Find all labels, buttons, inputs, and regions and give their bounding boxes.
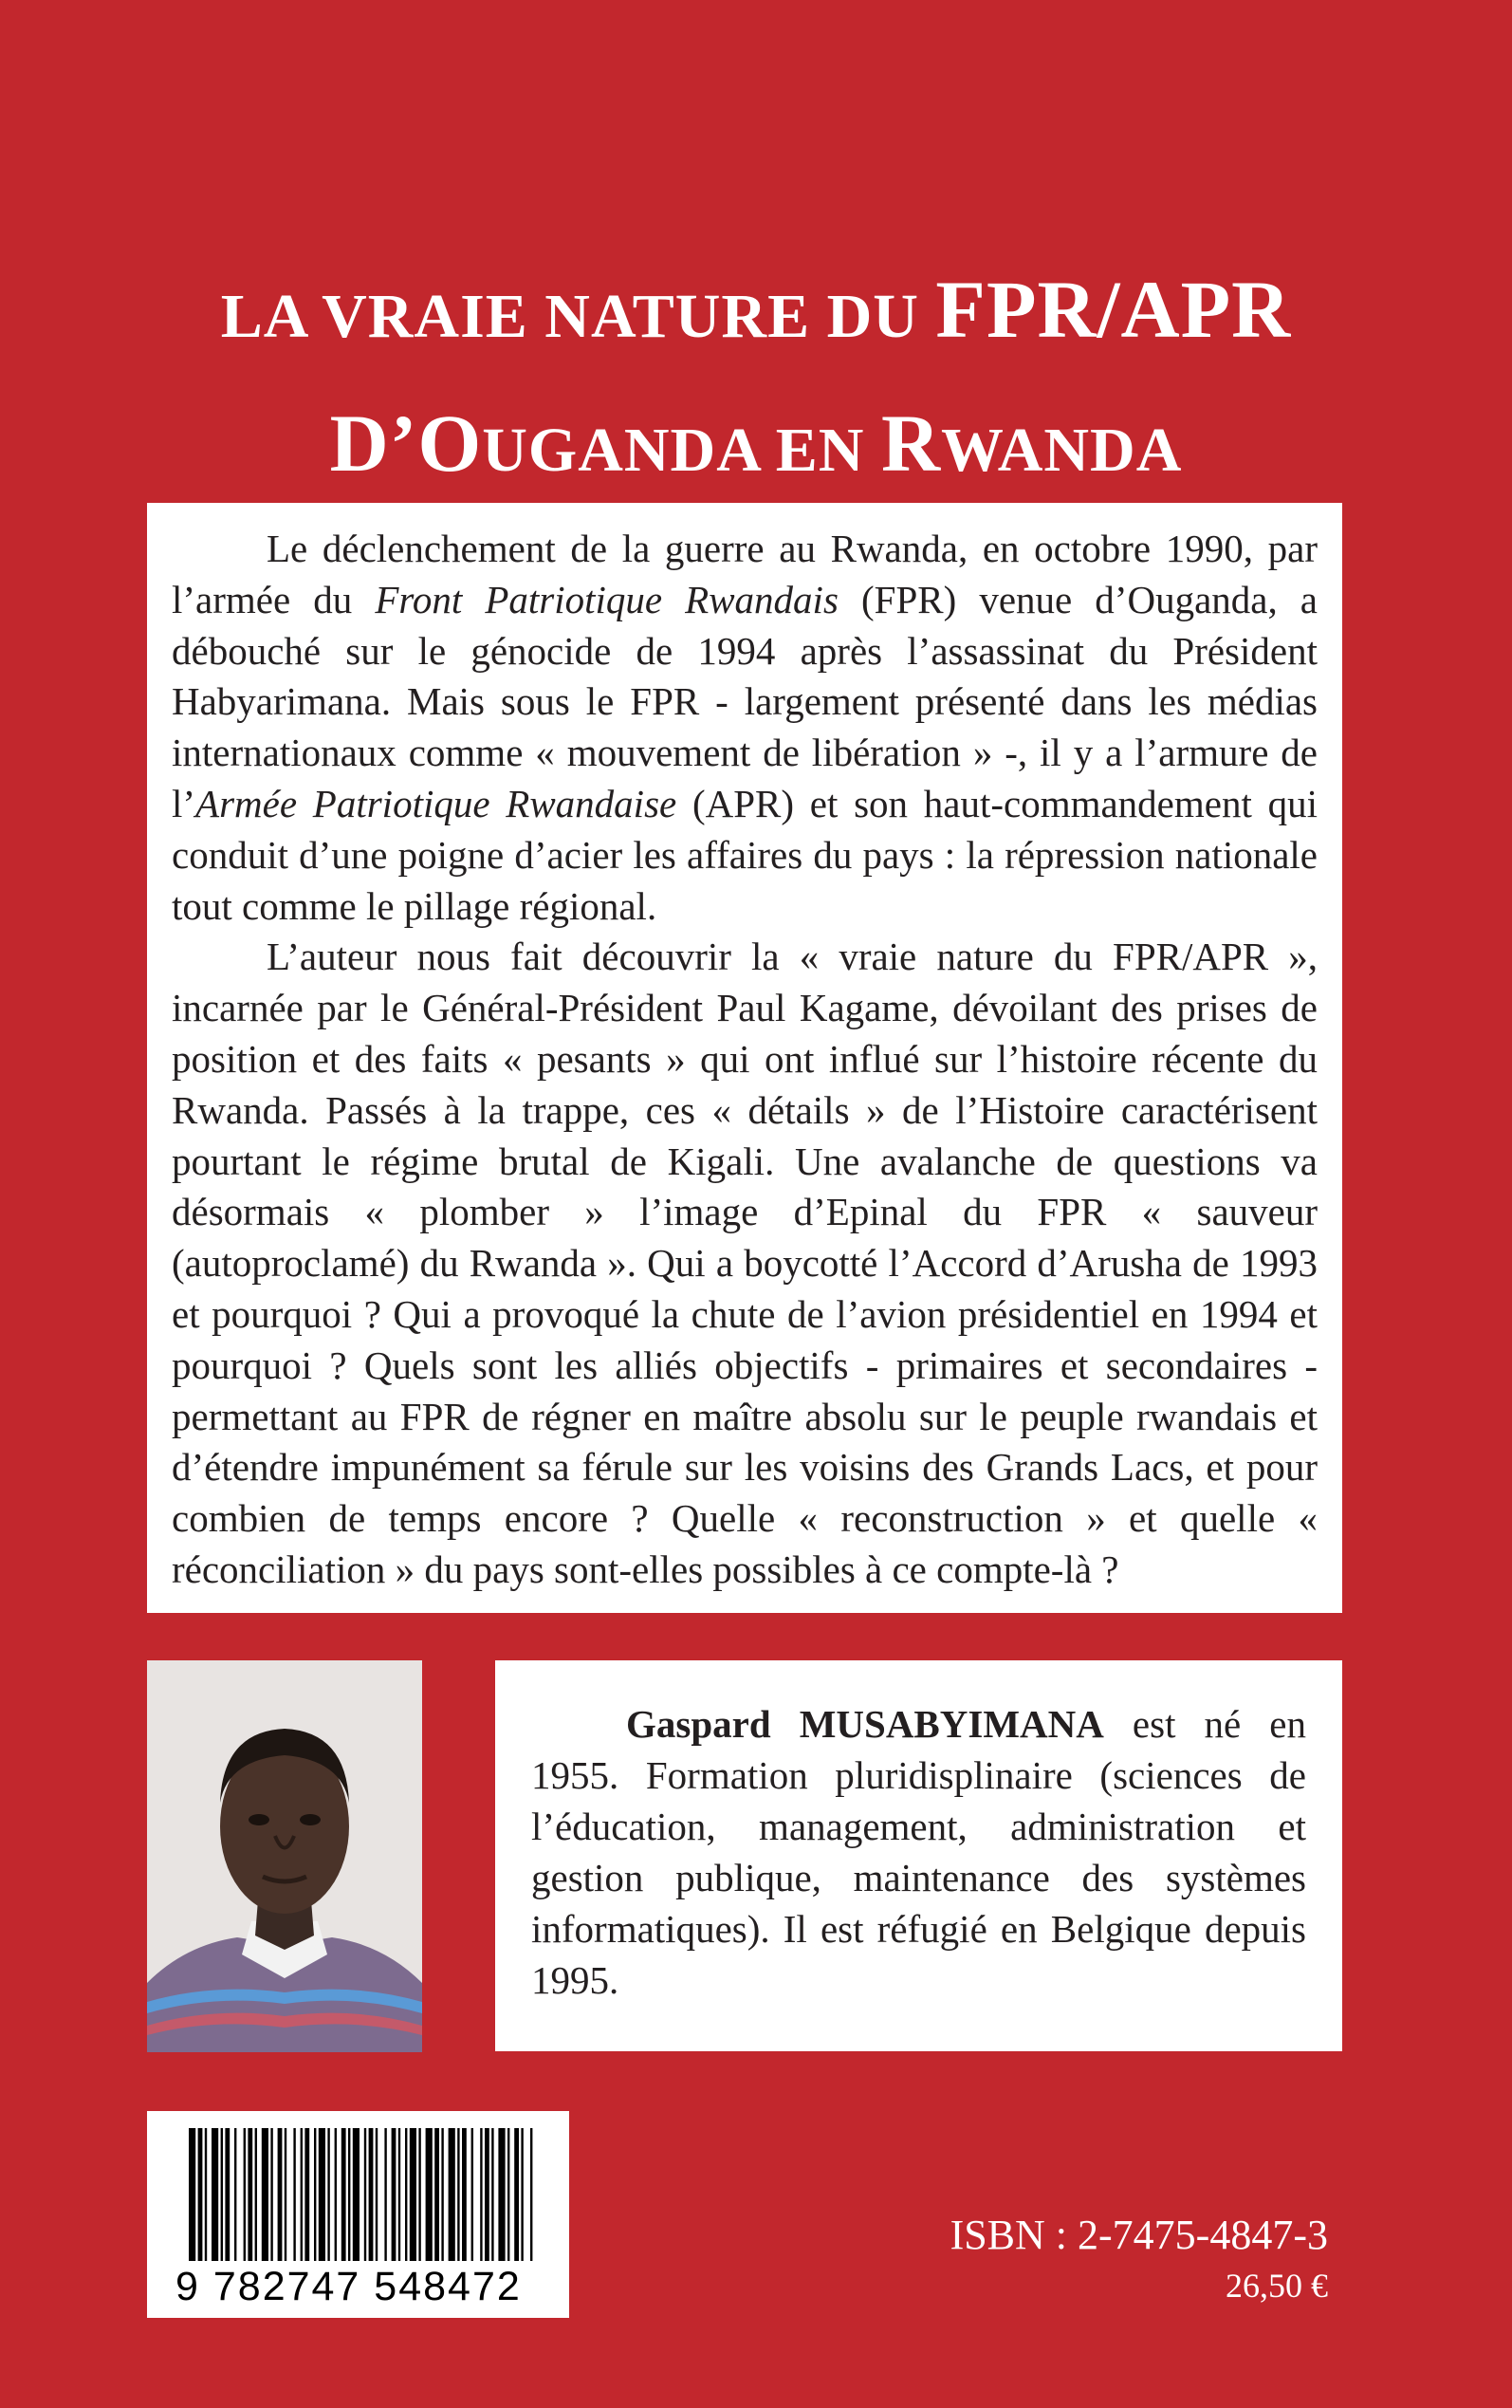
barcode-digits: 9 782747 548472 — [175, 2264, 522, 2309]
barcode-bar — [234, 2128, 236, 2261]
barcode-bar — [293, 2128, 295, 2261]
barcode-bar — [304, 2128, 309, 2261]
barcode-bar — [471, 2128, 473, 2261]
barcode-bar — [327, 2128, 329, 2261]
barcode-bar — [348, 2128, 350, 2261]
barcode-bar — [319, 2128, 325, 2261]
barcode-bar — [410, 2128, 416, 2261]
barcode-bar — [434, 2128, 439, 2261]
barcode-bar — [353, 2128, 360, 2261]
barcode-bar — [335, 2128, 337, 2261]
author-photo — [147, 1660, 422, 2052]
barcode-bar — [405, 2128, 407, 2261]
book-title — [0, 254, 1512, 522]
barcode-bar — [369, 2128, 374, 2261]
title-line-2: D’OUGANDA EN RWANDA — [329, 398, 1183, 489]
barcode-bar — [225, 2128, 230, 2261]
barcode-bar — [189, 2128, 195, 2261]
barcode-bar — [384, 2128, 386, 2261]
barcode-bar — [498, 2128, 505, 2261]
isbn: ISBN : 2-7475-4847-3 — [950, 2212, 1328, 2258]
barcode-bar — [449, 2128, 455, 2261]
author-bio: Gaspard MUSABYIMANA est né en 1955. Formation pluridisplinaire (sciences de l’éducation, management, administration et gestion publique, maintenance des systèmes informatiques). Il est réfugié en Belgique depuis 1995. — [531, 1702, 1306, 2002]
barcode-bar — [418, 2128, 420, 2261]
barcode-bar — [205, 2128, 207, 2261]
barcode-bars — [175, 2128, 541, 2261]
summary-paragraph-2: L’auteur nous fait découvrir la « vraie nature du FPR/APR », incarnée par le Général-Président Paul Kagame, dévoilant des prises de position et des faits « pesants » qui ont influé sur l’histoire récente du Rwanda. Passés à la trappe, ces « détails » de l’Histoire caractérisent pourtant le régime brutal de Kigali. Une avalanche de questions va désormais « plomber » l’image d’Epinal du FPR « sauveur (autoproclamé) du Rwanda ». Qui a boycotté l’Accord d’Arusha de 1993 et pourquoi ? Qui a provoqué la chute de l’avion présidentiel en 1994 et pourquoi ? Quels sont les alliés objectifs - primaires et secondaires - permettant au FPR de régner en maître absolu sur le peuple rwandais et d’étendre impunément sa férule sur les voisins des Grands Lacs, et pour combien de temps encore ? Quelle « reconstruction » et quelle « réconciliation » du pays sont-elles possibles à ce compte-là ? — [172, 935, 1318, 1591]
barcode-bar — [376, 2128, 378, 2261]
barcode-bar — [198, 2128, 203, 2261]
barcode-bar — [364, 2128, 366, 2261]
barcode-bar — [244, 2128, 246, 2261]
barcode-bar — [441, 2128, 443, 2261]
barcode-bar — [521, 2128, 523, 2261]
barcode-bar — [212, 2128, 218, 2261]
barcode-bar — [480, 2128, 482, 2261]
barcode-bar — [314, 2128, 316, 2261]
price: 26,50 € — [1226, 2267, 1328, 2305]
barcode-bar — [221, 2128, 223, 2261]
barcode-bar — [270, 2128, 272, 2261]
barcode-bar — [341, 2128, 346, 2261]
barcode-bar — [255, 2128, 257, 2261]
barcode-bar — [301, 2128, 303, 2261]
summary-paragraph-1: Le déclenchement de la guerre au Rwanda, en octobre 1990, par l’armée du Front Patriotique Rwandais (FPR) venue d’Ouganda, a débouché sur le génocide de 1994 après l’assassinat du Président Habyarimana. Mais sous le FPR - largement présenté dans les médias internationaux comme « mouvement de libération » -, il y a l’armure de l’Armée Patriotique Rwandaise (APR) et son haut-commandement qui conduit d’une poigne d’acier les affaires du pays : la répression nationale tout comme le pillage régional. — [172, 527, 1318, 928]
barcode-bar — [507, 2128, 509, 2261]
author-bio-panel — [495, 1660, 1342, 2051]
barcode — [147, 2111, 569, 2318]
summary-panel — [147, 503, 1342, 1613]
barcode-bar — [285, 2128, 286, 2261]
barcode-bar — [462, 2128, 467, 2261]
barcode-bar — [278, 2128, 283, 2261]
barcode-bar — [530, 2128, 532, 2261]
barcode-bar — [392, 2128, 396, 2261]
barcode-bar — [514, 2128, 519, 2261]
barcode-bar — [398, 2128, 400, 2261]
barcode-bar — [491, 2128, 493, 2261]
barcode-bar — [426, 2128, 433, 2261]
title-line-1: LA VRAIE NATURE DU FPR/APR — [220, 264, 1292, 355]
author-name: Gaspard MUSABYIMANA — [626, 1702, 1104, 1746]
barcode-bar — [262, 2128, 268, 2261]
barcode-bar — [457, 2128, 459, 2261]
barcode-bar — [485, 2128, 489, 2261]
barcode-bar — [248, 2128, 252, 2261]
